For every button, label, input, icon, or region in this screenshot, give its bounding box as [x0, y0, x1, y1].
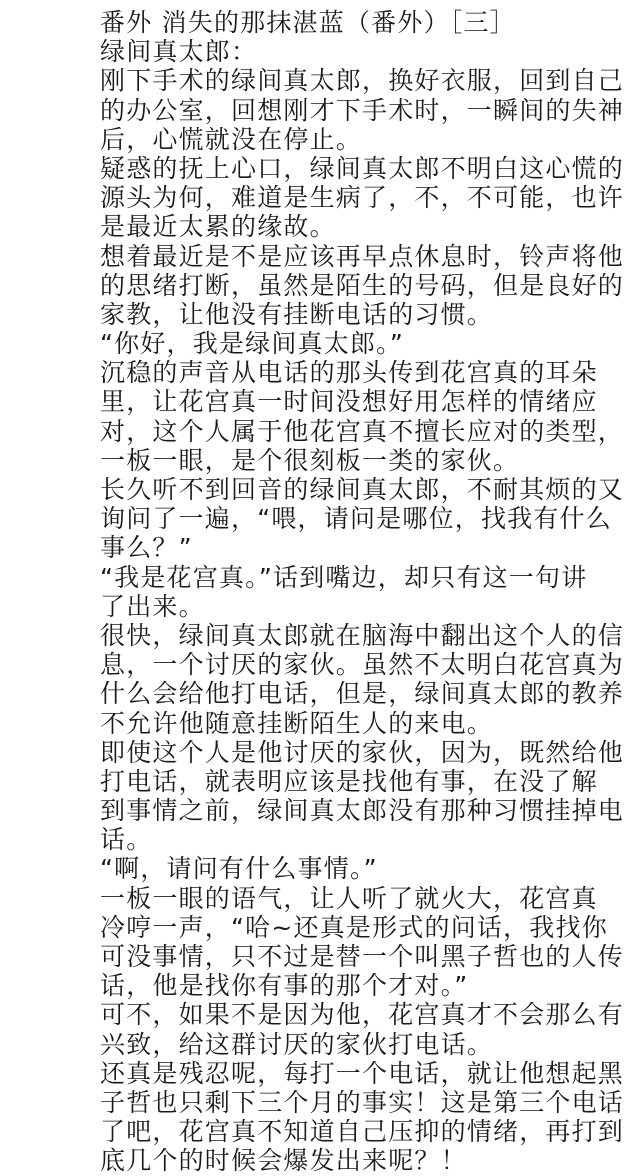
- text-line: 了出来。: [100, 591, 205, 621]
- text-line: 话。: [100, 825, 153, 855]
- text-line: 可没事情，只不过是替一个叫黑子哲也的人传: [100, 942, 625, 971]
- text-line: 想着最近是不是应该再早点休息时，铃声将他: [100, 241, 625, 271]
- text-line: 疑惑的抚上心口，绿间真太郎不明白这心慌的: [100, 153, 625, 183]
- text-line: 打电话，就表明应该是找他有事，在没了解: [100, 766, 598, 796]
- text-line: 的办公室，回想刚才下手术时，一瞬间的失神: [100, 95, 625, 125]
- text-line: 即使这个人是他讨厌的家伙，因为，既然给他: [100, 737, 625, 767]
- text-line: 的思绪打断，虽然是陌生的号码，但是良好的: [100, 270, 625, 300]
- document-text-body: [100, 8, 626, 1176]
- text-line: 话，他是找你有事的那个才对。”: [100, 971, 469, 1001]
- text-line: 沉稳的声音从电话的那头传到花宫真的耳朵: [100, 358, 598, 388]
- text-line: 家教，让他没有挂断电话的习惯。: [100, 299, 494, 329]
- text-line: 番外 消失的那抹湛蓝（番外）［三］: [100, 8, 516, 37]
- text-line: 源头为何，难道是生病了，不，不可能，也许: [100, 183, 625, 213]
- text-line: 什么会给他打电话，但是，绿间真太郎的教养: [100, 679, 625, 709]
- text-line: 长久听不到回音的绿间真太郎，不耐其烦的又: [100, 475, 625, 504]
- text-line: 息，一个讨厌的家伙。虽然不太明白花宫真为: [100, 650, 625, 680]
- text-line: 对，这个人属于他花宫真不擅长应对的类型，: [100, 416, 625, 446]
- text-line: 事么？”: [100, 533, 193, 563]
- text-line: 询问了一遍，“喂，请问是哪位，找我有什么: [100, 504, 612, 534]
- text-line: “我是花宫真。”话到嘴边，却只有这一句讲: [100, 562, 588, 592]
- text-line: “你好，我是绿间真太郎。”: [100, 329, 405, 359]
- text-line: 后，心慌就没在停止。: [100, 124, 363, 154]
- text-line: 一板一眼的语气，让人听了就火大，花宫真: [100, 883, 598, 913]
- text-line: 到事情之前，绿间真太郎没有那种习惯挂掉电: [100, 796, 625, 826]
- text-line: 还真是残忍呢，每打一个电话，就让他想起黑: [100, 1058, 625, 1088]
- text-line: 很快，绿间真太郎就在脑海中翻出这个人的信: [100, 620, 625, 650]
- text-line: 兴致，给这群讨厌的家伙打电话。: [100, 1029, 494, 1059]
- text-line: 了吧，花宫真不知道自己压抑的情绪，再打到: [100, 1117, 625, 1147]
- text-line: 冷哼一声，“哈~还真是形式的问话，我找你: [100, 912, 608, 942]
- text-line: 不允许他随意挂断陌生人的来电。: [100, 708, 494, 738]
- text-line: 是最近太累的缘故。: [100, 212, 336, 242]
- text-line: 里，让花宫真一时间没想好用怎样的情绪应: [100, 387, 598, 417]
- text-line: 绿间真太郎：: [100, 37, 258, 67]
- text-line: 刚下手术的绿间真太郎，换好衣服，回到自己: [100, 66, 625, 96]
- text-line: 一板一眼，是个很刻板一类的家伙。: [100, 445, 520, 475]
- text-line: 可不，如果不是因为他，花宫真才不会那么有: [100, 1000, 625, 1030]
- text-line: 子哲也只剩下三个月的事实！这是第三个电话: [100, 1087, 625, 1117]
- text-line: 底几个的时候会爆发出来呢？！: [100, 1146, 467, 1176]
- text-line: “啊，请问有什么事情。”: [100, 854, 378, 884]
